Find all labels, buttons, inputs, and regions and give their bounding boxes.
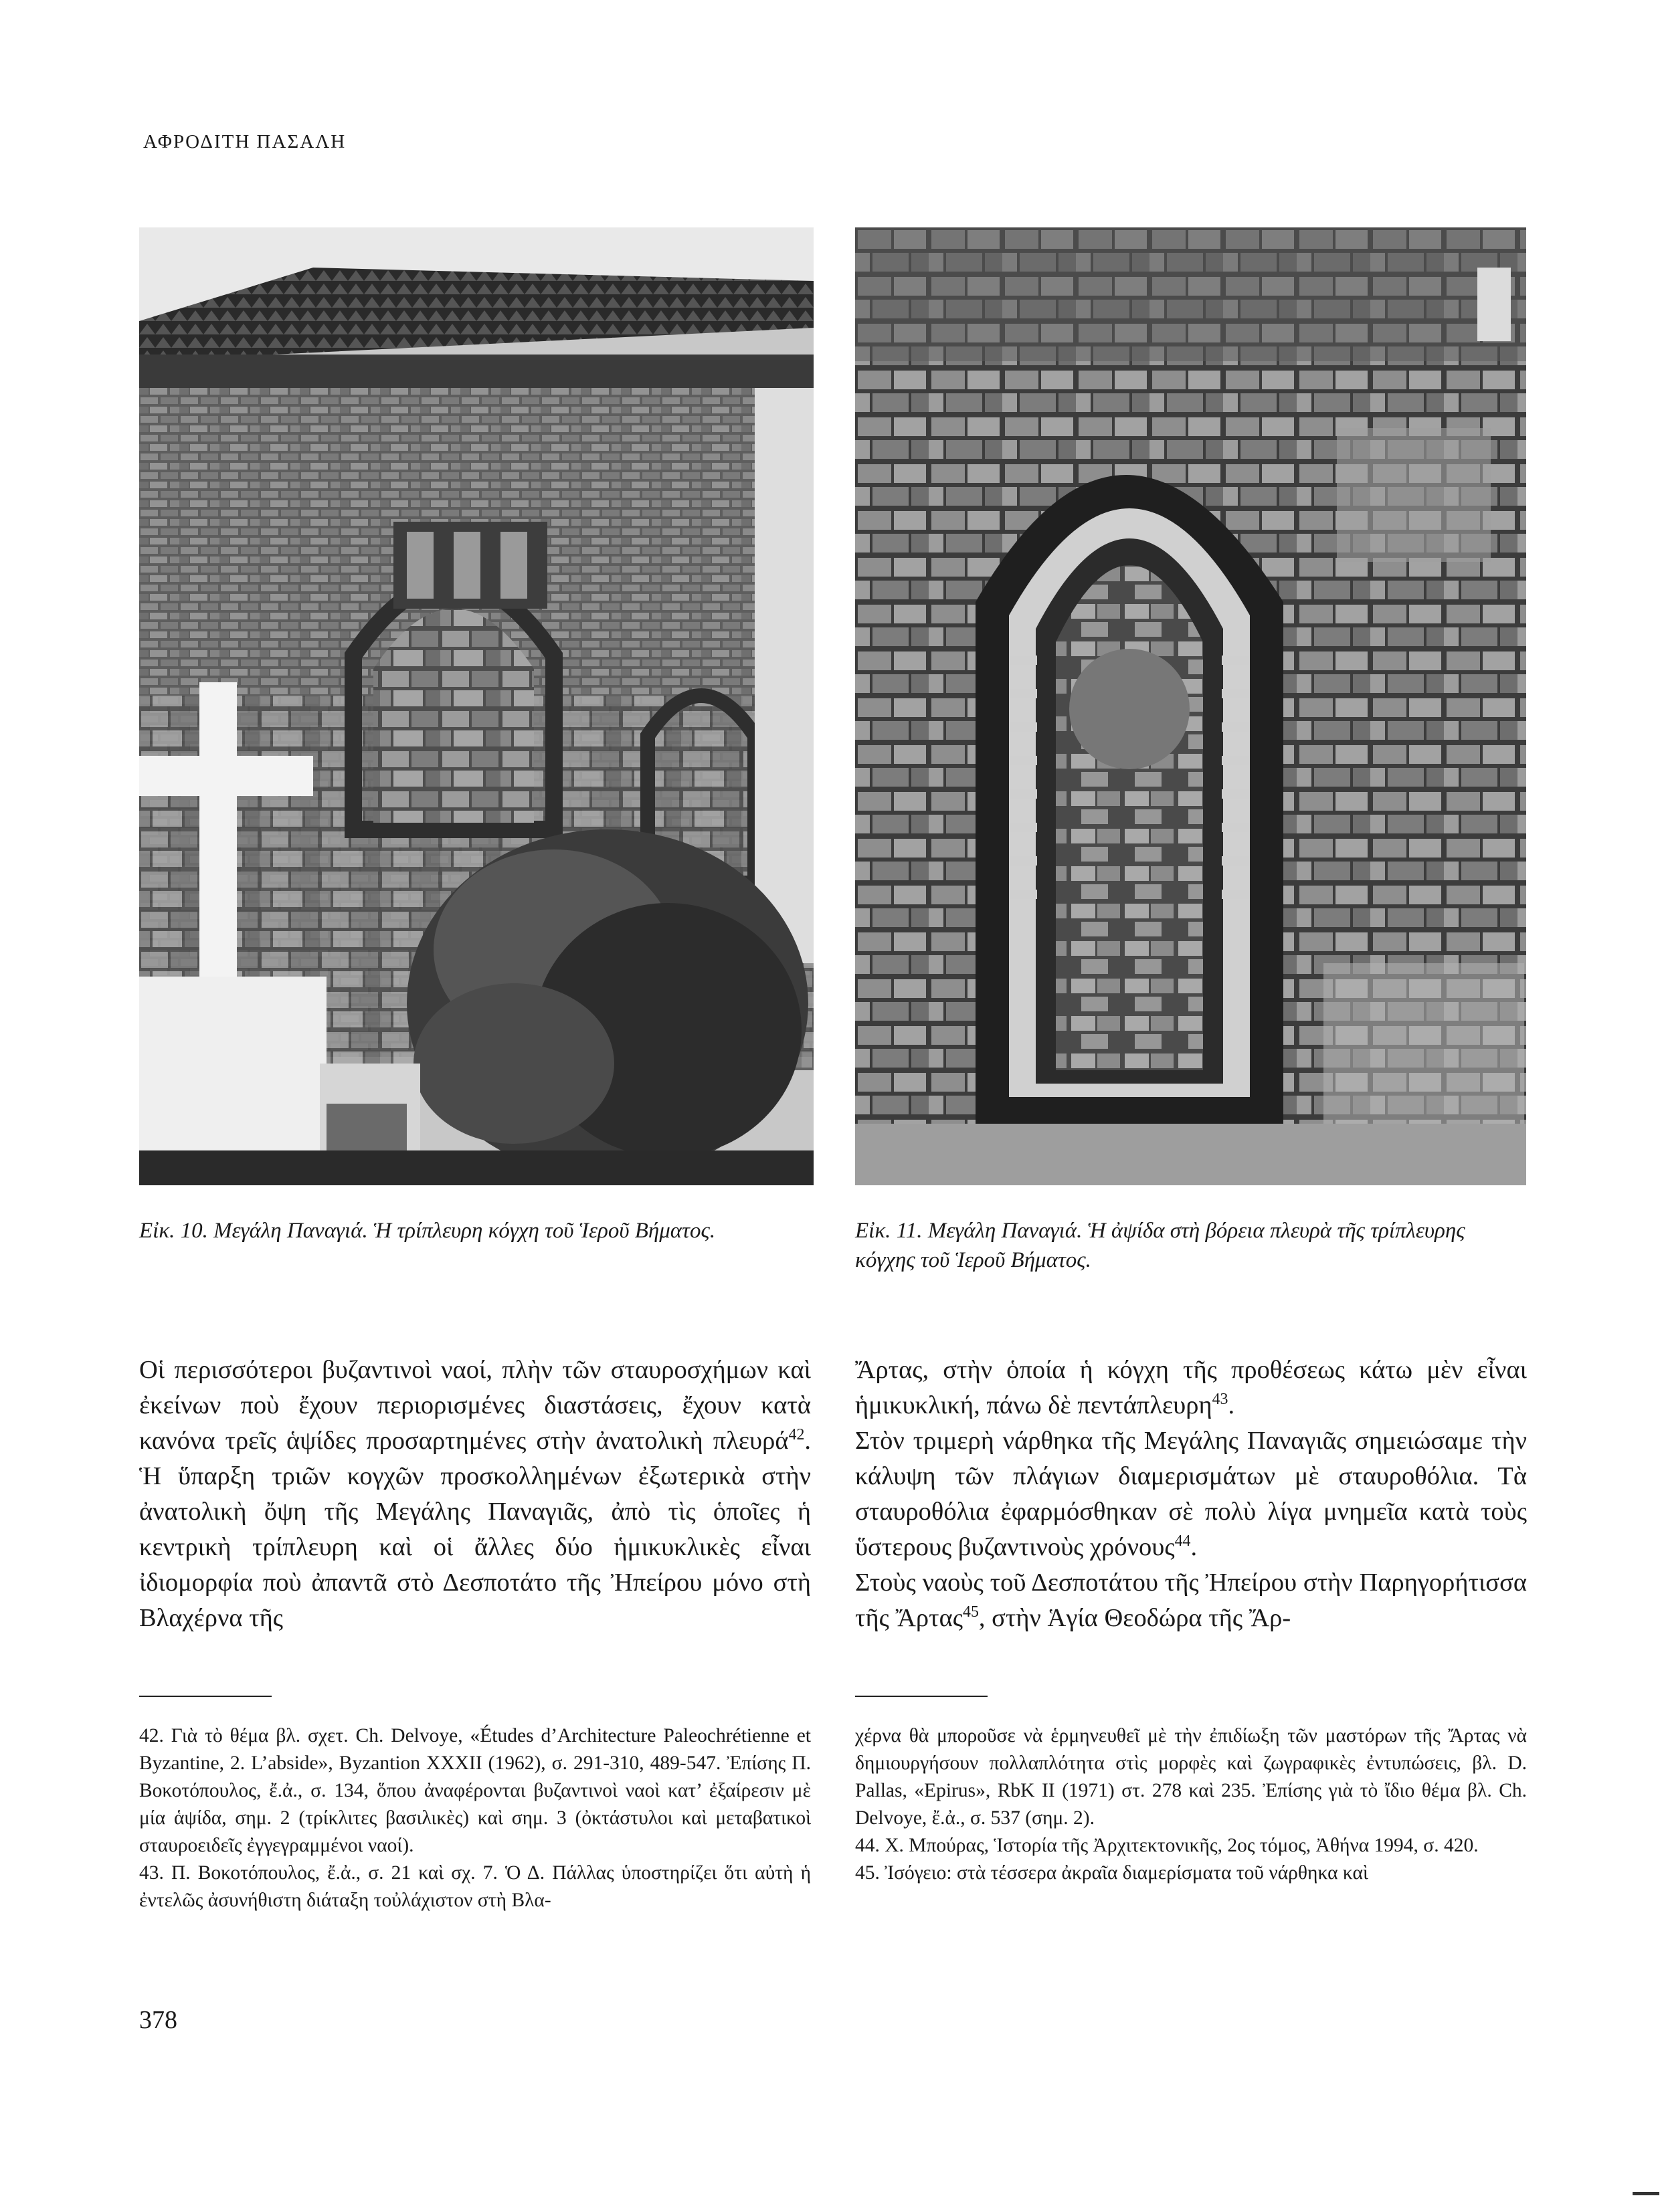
body-text: . Ἡ ὕπαρξη τριῶν κογχῶν προσκολλημένων ἐξωτερικὰ στὴν ἀνατολικὴ ὄψη τῆς Μεγάλης Παναγιᾶς, ἀπὸ τὶς ὁποῖες ἡ κεντρικὴ τρίπλευρη καὶ οἱ ἄλλες δύο ἡμικυκλικὲς εἶναι ἰδιομορφία ποὺ ἀπαντᾶ στὸ Δεσποτάτο τῆς Ἠπείρου μόνο στὴ Βλαχέρνα τῆς xyxy=(139,1427,811,1632)
figure-11-number: Εἰκ. 11. xyxy=(855,1219,923,1243)
footnote-divider xyxy=(139,1696,272,1697)
body-paragraph xyxy=(139,1352,811,1636)
figure-10-number: Εἰκ. 10. xyxy=(139,1219,208,1243)
body-text: Στοὺς ναοὺς τοῦ Δεσποτάτου τῆς Ἠπείρου στὴν Παρηγορήτισσα τῆς Ἄρτας xyxy=(855,1569,1527,1632)
page-number: 378 xyxy=(139,2006,177,2034)
body-paragraph xyxy=(855,1565,1527,1636)
footnote-ref[interactable]: 43 xyxy=(1212,1391,1228,1409)
body-paragraph xyxy=(855,1352,1527,1423)
body-left-column xyxy=(139,1352,811,1636)
body-paragraph xyxy=(855,1423,1527,1565)
body-text: Ἄρτας, στὴν ὁποία ἡ κόγχη τῆς προθέσεως κάτω μὲν εἶναι ἡμικυκλική, πάνω δὲ πεντάπλευρη xyxy=(855,1356,1527,1419)
crop-mark xyxy=(1633,2192,1659,2195)
body-text: Στὸν τριμερὴ νάρθηκα τῆς Μεγάλης Παναγιᾶς σημειώσαμε τὴν κάλυψη τῶν πλάγιων διαμερισμάτων μὲ σταυροθόλια. Τὰ σταυροθόλια ἐφαρμόσθηκαν σὲ πολὺ λίγα μνημεῖα κατὰ τοὺς ὕστερους βυζαντινοὺς χρόνους xyxy=(855,1427,1527,1561)
footnote-43: 43. Π. Βοκοτόπουλος, ἔ.ἀ., σ. 21 καὶ σχ. 7. Ὁ Δ. Πάλλας ὑποστηρίζει ὅτι αὐτὴ ἡ ἐντελῶς ἀσυνήθιστη διάταξη τοὐλάχιστον στὴ Βλα- xyxy=(139,1862,811,1911)
figure-10-caption-text: Μεγάλη Παναγιά. Ἡ τρίπλευρη κόγχη τοῦ Ἱεροῦ Βήματος. xyxy=(213,1219,716,1243)
body-text: , στὴν Ἁγία Θεοδώρα τῆς Ἄρ- xyxy=(978,1604,1291,1632)
body-text: . xyxy=(1228,1391,1235,1419)
footnote-45: 45. Ἰσόγειο: στὰ τέσσερα ἀκραῖα διαμερίσματα τοῦ νάρθηκα καὶ xyxy=(855,1862,1368,1884)
footnote-42: 42. Γιὰ τὸ θέμα βλ. σχετ. Ch. Delvoye, «Études d’Architecture Paleochrétienne et Byzantine, 2. L’abside», Byzantion XXXII (1962), σ. 291-310, 489-547. Ἐπίσης Π. Βοκοτόπουλος, ἔ.ἀ., σ. 134, ὅπου ἀναφέρονται βυζαντινοὶ ναοὶ κατ’ ἐξαίρεσιν μὲ μία ἁψίδα, σημ. 2 (τρίκλιτες βασιλικὲς) καὶ σημ. 3 (ὀκτάστυλοι καὶ μεταβατικοὶ σταυροειδεῖς ἐγγεγραμμένοι ναοί). xyxy=(139,1725,811,1856)
body-text: Οἱ περισσότεροι βυζαντινοὶ ναοί, πλὴν τῶν σταυροσχήμων καὶ ἐκείνων ποὺ ἔχουν περιορισμένες διαστάσεις, ἔχουν κατὰ κανόνα τρεῖς ἁψίδες προσαρτημένες στὴν ἀνατολικὴ πλευρά xyxy=(139,1356,811,1455)
figure-10-caption xyxy=(139,1216,808,1245)
footnote-ref[interactable]: 42 xyxy=(788,1426,805,1444)
footnote-44: 44. Χ. Μπούρας, Ἱστορία τῆς Ἀρχιτεκτονικῆς, 2ος τόμος, Ἀθήνα 1994, σ. 420. xyxy=(855,1835,1479,1856)
body-right-column xyxy=(855,1352,1527,1636)
body-text: . xyxy=(1190,1533,1198,1561)
figure-11-photo xyxy=(855,227,1526,1185)
footnote-ref[interactable]: 44 xyxy=(1174,1532,1191,1550)
running-title: ΑΦΡΟΔΙΤΗ ΠΑΣΑΛΗ xyxy=(143,131,347,153)
footnote-ref[interactable]: 45 xyxy=(963,1603,979,1621)
arch-photo-image xyxy=(855,227,1526,1185)
figure-10-photo xyxy=(139,227,814,1185)
figure-11-caption xyxy=(855,1216,1524,1275)
footnotes-left-column xyxy=(139,1722,811,1914)
footnote-43-continued: χέρνα θὰ μποροῦσε νὰ ἑρμηνευθεῖ μὲ τὴν ἐπιδίωξη τῶν μαστόρων τῆς Ἄρτας νὰ δημιουργήσουν πολλαπλότητα στὶς μορφὲς καὶ ζωγραφικὲς ἐντυπώσεις, βλ. D. Pallas, «Epirus», RbK II (1971) στ. 278 καὶ 235. Ἐπίσης γιὰ τὸ ἴδιο θέμα βλ. Ch. Delvoye, ἔ.ἀ., σ. 537 (σημ. 2). xyxy=(855,1725,1527,1829)
apse-photo-image xyxy=(139,227,814,1185)
figure-11-caption-text: Μεγάλη Παναγιά. Ἡ ἀψίδα στὴ βόρεια πλευρὰ τῆς τρίπλευρης κόγχης τοῦ Ἱεροῦ Βήματος. xyxy=(855,1219,1465,1272)
footnote-divider xyxy=(855,1696,988,1697)
footnotes-right-column xyxy=(855,1722,1527,1887)
